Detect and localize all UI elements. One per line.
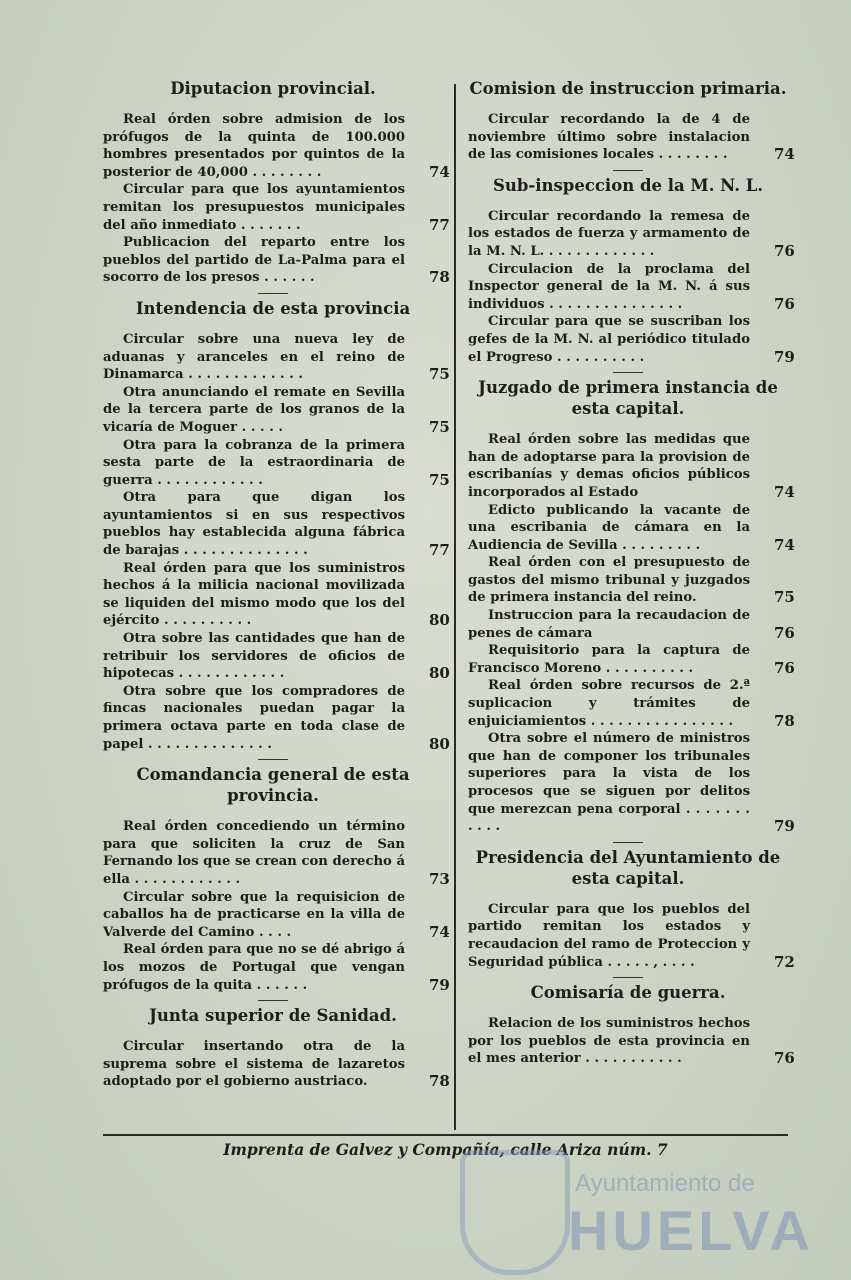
entry-text: Circular recordando la remesa de los estados de fuerza y armamento de la M. N. L. . . . . . . . . . . . . bbox=[468, 208, 750, 259]
entry-page-number: 74 bbox=[774, 482, 795, 501]
section-separator bbox=[613, 842, 643, 843]
right-column bbox=[468, 78, 795, 1072]
section-separator bbox=[613, 977, 643, 978]
index-entry bbox=[103, 1038, 450, 1091]
entry-text: Circular para que se suscriban los gefes de la M. N. al periódico titulado el Progreso . . . . . . . . . . bbox=[468, 314, 750, 365]
index-entry bbox=[468, 261, 795, 314]
entry-text: Edicto publicando la vacante de una escribania de cámara en la Audiencia de Sevilla . . . . . . . . . bbox=[468, 502, 750, 553]
entry-page-number: 79 bbox=[429, 975, 450, 994]
entry-text: Otra sobre el número de ministros que han de componer los tribunales superiores para la vista de los procesos que se siguen por delitos que merezcan pena corporal . . . . . . . . . . . bbox=[468, 731, 750, 835]
entry-page-number: 79 bbox=[774, 347, 795, 366]
entry-text: Real órden con el presupuesto de gastos del mismo tribunal y juzgados de primera instancia del reino. bbox=[468, 555, 750, 606]
entry-page-number: 75 bbox=[429, 470, 450, 489]
entry-page-number: 80 bbox=[429, 611, 450, 630]
index-entry bbox=[103, 560, 450, 630]
bottom-rule bbox=[103, 1134, 788, 1136]
entry-page-number: 76 bbox=[774, 1049, 795, 1068]
entry-text: Otra sobre que los compradores de fincas nacionales puedan pagar la primera octava parte en toda clase de papel . . . . . . . . . . . . . . bbox=[103, 683, 405, 752]
index-entry bbox=[103, 181, 450, 234]
index-section bbox=[103, 293, 450, 753]
coat-of-arms-icon bbox=[460, 1150, 570, 1275]
index-entry bbox=[468, 502, 795, 555]
section-heading: Juzgado de primera instancia de esta capital. bbox=[478, 378, 778, 419]
entry-text: Real órden para que los suministros hechos á la milicia nacional movilizada se liquiden del mismo modo que los del ejército . . . . . . . . . . bbox=[103, 560, 405, 629]
huelva-watermark bbox=[440, 1150, 814, 1270]
index-section bbox=[103, 1000, 450, 1091]
entry-text: Otra para la cobranza de la primera sesta parte de la estraordinaria de guerra . . . . . . . . . . . . bbox=[103, 437, 405, 488]
index-entry bbox=[103, 683, 450, 753]
entry-page-number: 79 bbox=[774, 817, 795, 836]
column-divider bbox=[454, 84, 456, 1130]
entry-page-number: 76 bbox=[774, 623, 795, 642]
entry-page-number: 74 bbox=[774, 535, 795, 554]
entry-text: Publicacion del reparto entre los pueblos del partido de La-Palma para el socorro de los presos . . . . . . bbox=[103, 235, 405, 286]
section-heading: Comandancia general de esta provincia. bbox=[136, 765, 410, 806]
entry-page-number: 76 bbox=[774, 294, 795, 313]
index-entry bbox=[103, 941, 450, 994]
entry-text: Real órden sobre admision de los prófugos de la quinta de 100.000 hombres presentados por quintos de la posterior de 40,000 . . . . . . . . bbox=[103, 112, 405, 180]
index-entry bbox=[103, 889, 450, 942]
index-entry bbox=[468, 313, 795, 366]
section-heading: Presidencia del Ayuntamiento de esta capital. bbox=[475, 847, 781, 888]
index-section bbox=[468, 372, 795, 836]
entry-page-number: 77 bbox=[429, 541, 450, 560]
section-heading: Junta superior de Sanidad. bbox=[149, 1006, 397, 1026]
entry-text: Circulacion de la proclama del Inspector general de la M. N. á sus individuos . . . . . . . . . . . . . . . bbox=[468, 261, 750, 312]
entry-text: Circular recordando la de 4 de noviembre último sobre instalacion de las comisiones locales . . . . . . . . bbox=[468, 112, 750, 163]
entry-page-number: 74 bbox=[774, 145, 795, 164]
index-entry bbox=[103, 818, 450, 888]
section-separator bbox=[258, 293, 288, 294]
entry-page-number: 75 bbox=[774, 588, 795, 607]
section-separator bbox=[258, 759, 288, 760]
index-entry bbox=[468, 208, 795, 261]
entry-text: Circular para que los pueblos del partido remitan los estados y recaudacion del ramo de Proteccion y Seguridad pública . . . . . , . . . . bbox=[468, 901, 750, 970]
entry-text: Circular sobre una nueva ley de aduanas y aranceles en el reino de Dinamarca . . . . . . . . . . . . . bbox=[103, 331, 405, 383]
index-entry bbox=[468, 677, 795, 730]
entry-text: Real órden concediendo un término para que soliciten la cruz de San Fernando los que se crean con derecho á ella . . . . . . . . . . . . bbox=[103, 819, 405, 887]
entry-text: Real órden sobre recursos de 2.ª suplicacion y trámites de enjuiciamientos . . . . . . . . . . . . . . . . bbox=[468, 678, 750, 729]
entry-page-number: 78 bbox=[429, 268, 450, 287]
entry-page-number: 75 bbox=[429, 365, 450, 384]
entry-text: Circular insertando otra de la suprema sobre el sistema de lazaretos adoptado por el gobierno austriaco. bbox=[103, 1039, 405, 1090]
index-entry bbox=[103, 489, 450, 560]
entry-page-number: 74 bbox=[429, 922, 450, 941]
entry-text: Otra sobre las cantidades que han de retribuir los servidores de oficios de hipotecas . . . . . . . . . . . . bbox=[103, 631, 405, 682]
entry-text: Real órden sobre las medidas que han de adoptarse para la provision de escribanías y demas oficios públicos incorporados al Estado bbox=[468, 432, 750, 500]
entry-text: Real órden para que no se dé abrigo á los mozos de Portugal que vengan prófugos de la quita . . . . . . bbox=[103, 942, 405, 993]
index-entry bbox=[468, 1015, 795, 1068]
entry-page-number: 74 bbox=[429, 162, 450, 181]
entry-page-number: 76 bbox=[774, 241, 795, 260]
entry-page-number: 76 bbox=[774, 658, 795, 677]
index-section bbox=[468, 78, 795, 164]
index-section bbox=[103, 759, 450, 994]
index-entry bbox=[103, 234, 450, 287]
entry-text: Relacion de los suministros hechos por los pueblos de esta provincia en el mes anterior . . . . . . . . . . . bbox=[468, 1016, 750, 1067]
index-section bbox=[468, 977, 795, 1068]
section-heading: Diputacion provincial. bbox=[170, 79, 376, 98]
entry-text: Instruccion para la recaudacion de penes de cámara bbox=[468, 608, 750, 641]
index-section bbox=[468, 842, 795, 971]
entry-page-number: 80 bbox=[429, 734, 450, 753]
entry-text: Circular sobre que la requisicion de caballos ha de practicarse en la villa de Valverde del Camino . . . . bbox=[103, 889, 405, 940]
entry-page-number: 78 bbox=[774, 711, 795, 730]
index-entry bbox=[103, 111, 450, 181]
entry-text: Circular para que los ayuntamientos remitan los presupuestos municipales del año inmediato . . . . . . . bbox=[103, 182, 405, 233]
index-entry bbox=[468, 642, 795, 677]
section-separator bbox=[258, 1000, 288, 1001]
entry-page-number: 78 bbox=[429, 1072, 450, 1091]
section-separator bbox=[613, 170, 643, 171]
section-separator bbox=[613, 372, 643, 373]
entry-page-number: 75 bbox=[429, 417, 450, 436]
index-entry bbox=[468, 607, 795, 642]
section-heading: Sub-inspeccion de la M. N. L. bbox=[492, 175, 764, 195]
left-column bbox=[103, 78, 450, 1095]
watermark-line1: Ayuntamiento de bbox=[575, 1170, 755, 1197]
index-section bbox=[103, 78, 450, 287]
index-entry bbox=[468, 730, 795, 836]
index-entry bbox=[103, 331, 450, 384]
entry-text: Requisitorio para la captura de Francisco Moreno . . . . . . . . . . bbox=[468, 643, 750, 676]
entry-page-number: 77 bbox=[429, 215, 450, 234]
entry-page-number: 73 bbox=[429, 869, 450, 888]
index-entry bbox=[468, 901, 795, 971]
imprint-footer: Imprenta de Galvez y Compañía, calle Ariza núm. 7 bbox=[223, 1140, 668, 1159]
entry-text: Otra anunciando el remate en Sevilla de la tercera parte de los granos de la vicaría de Moguer . . . . . bbox=[103, 384, 405, 435]
entry-text: Otra para que digan los ayuntamientos si en sus respectivos pueblos hay establecida alguna fábrica de barajas . . . . . . . . . . . . . . bbox=[103, 490, 405, 559]
entry-page-number: 80 bbox=[429, 664, 450, 683]
section-heading: Comision de instruccion primaria. bbox=[469, 79, 787, 98]
index-section bbox=[468, 170, 795, 366]
entry-page-number: 72 bbox=[774, 952, 795, 971]
index-entry bbox=[468, 111, 795, 164]
section-heading: Comisaría de guerra. bbox=[530, 983, 726, 1003]
section-heading: Intendencia de esta provincia bbox=[135, 298, 411, 318]
index-entry bbox=[468, 554, 795, 607]
index-entry bbox=[103, 630, 450, 683]
index-entry bbox=[103, 437, 450, 490]
watermark-line2: HUELVA bbox=[568, 1199, 814, 1262]
index-entry bbox=[103, 384, 450, 437]
index-entry bbox=[468, 431, 795, 501]
